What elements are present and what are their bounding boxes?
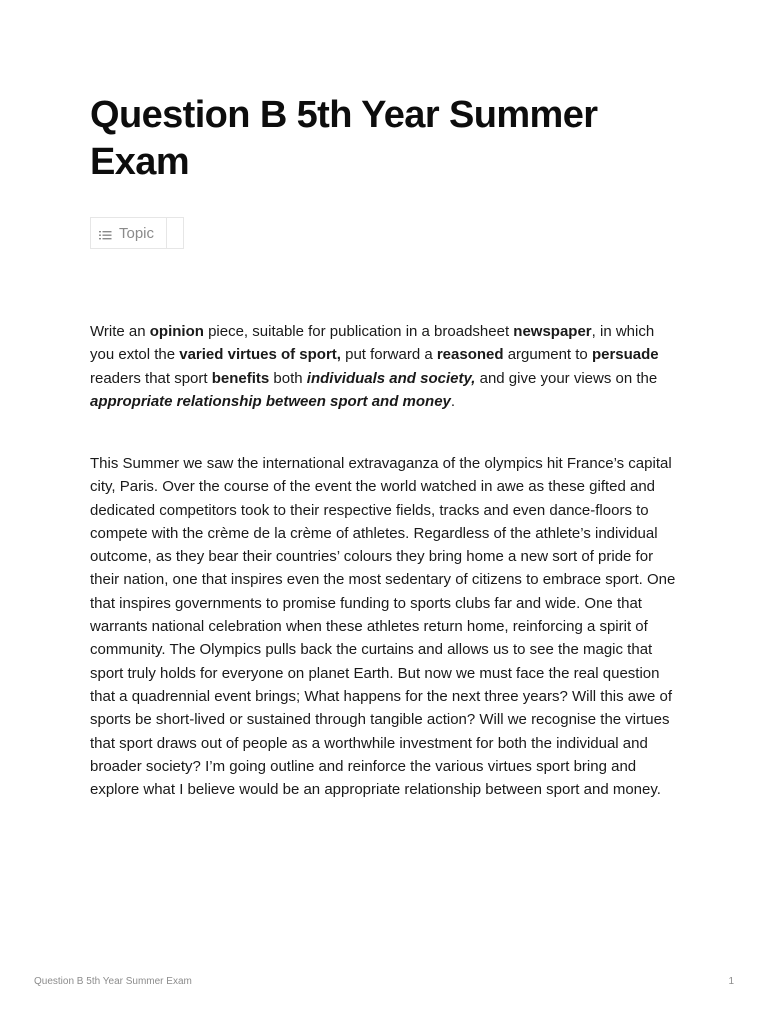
topic-property-label-cell[interactable] [91,218,167,248]
list-icon [99,228,113,242]
topic-property-label: Topic [119,224,155,242]
page-title: Question B 5th Year Summer Exam [90,94,598,183]
prompt-keyword-opinion: opinion [149,323,204,340]
prompt-text: and give your views on the [475,369,658,387]
footer-title: Question B 5th Year Summer Exam [34,976,192,987]
prompt-text: piece, suitable for publication in a broadsheet [203,323,514,340]
prompt-text: . [450,392,456,410]
footer-page-number: 1 [728,976,734,987]
prompt-keyword-individuals-society: individuals and society, [306,369,476,387]
prompt-text: Write an [90,323,150,340]
prompt-text: argument to [503,346,592,364]
prompt-text: both [269,369,307,387]
prompt-keyword-sport-money: appropriate relationship between sport and money [90,392,451,410]
prompt-keyword-virtues: varied virtues of sport, [179,346,341,364]
topic-property-value[interactable] [167,218,183,248]
prompt-keyword-newspaper: newspaper [513,323,592,340]
exam-prompt [90,320,680,413]
prompt-keyword-benefits: benefits [211,369,270,387]
prompt-text: put forward a [340,346,437,364]
prompt-keyword-reasoned: reasoned [436,346,504,364]
prompt-keyword-persuade: persuade [591,346,659,364]
prompt-text: , in which you extol the [90,323,655,364]
essay-paragraph: This Summer we saw the international extravaganza of the olympics hit France’s capital city, Paris. Over the course of the event the world watched in awe as these gifted and dedicated competitors took to their respective fields, tracks and even dance-floors to compete with the crème de la crème of athletes. Regardless of the athlete’s individual outcome, as they bear their countries’ colours they bring home a new sort of pride for their nation, one that inspires even the most sedentary of citizens to embrace sport. One that inspires governments to promise funding to sports clubs far and wide. One that warrants national celebration when these athletes return home, reinforcing a spirit of community. The Olympics pulls back the curtains and allows us to see the magic that sport truly holds for everyone on planet Earth. But now we must face the real question that a quadrennial event brings; What happens for the next three years? Will this awe of sports be short-lived or sustained through tangible action? Will we recognise the virtues that sport draws out of people as a worthwhile investment for both the individual and broader society? I’m going outline and reinforce the various virtues sport bring and explore what I believe would be an appropriate relationship between sport and money. [90,455,676,799]
prompt-text: readers that sport [90,369,212,387]
topic-property-row[interactable] [90,217,184,249]
